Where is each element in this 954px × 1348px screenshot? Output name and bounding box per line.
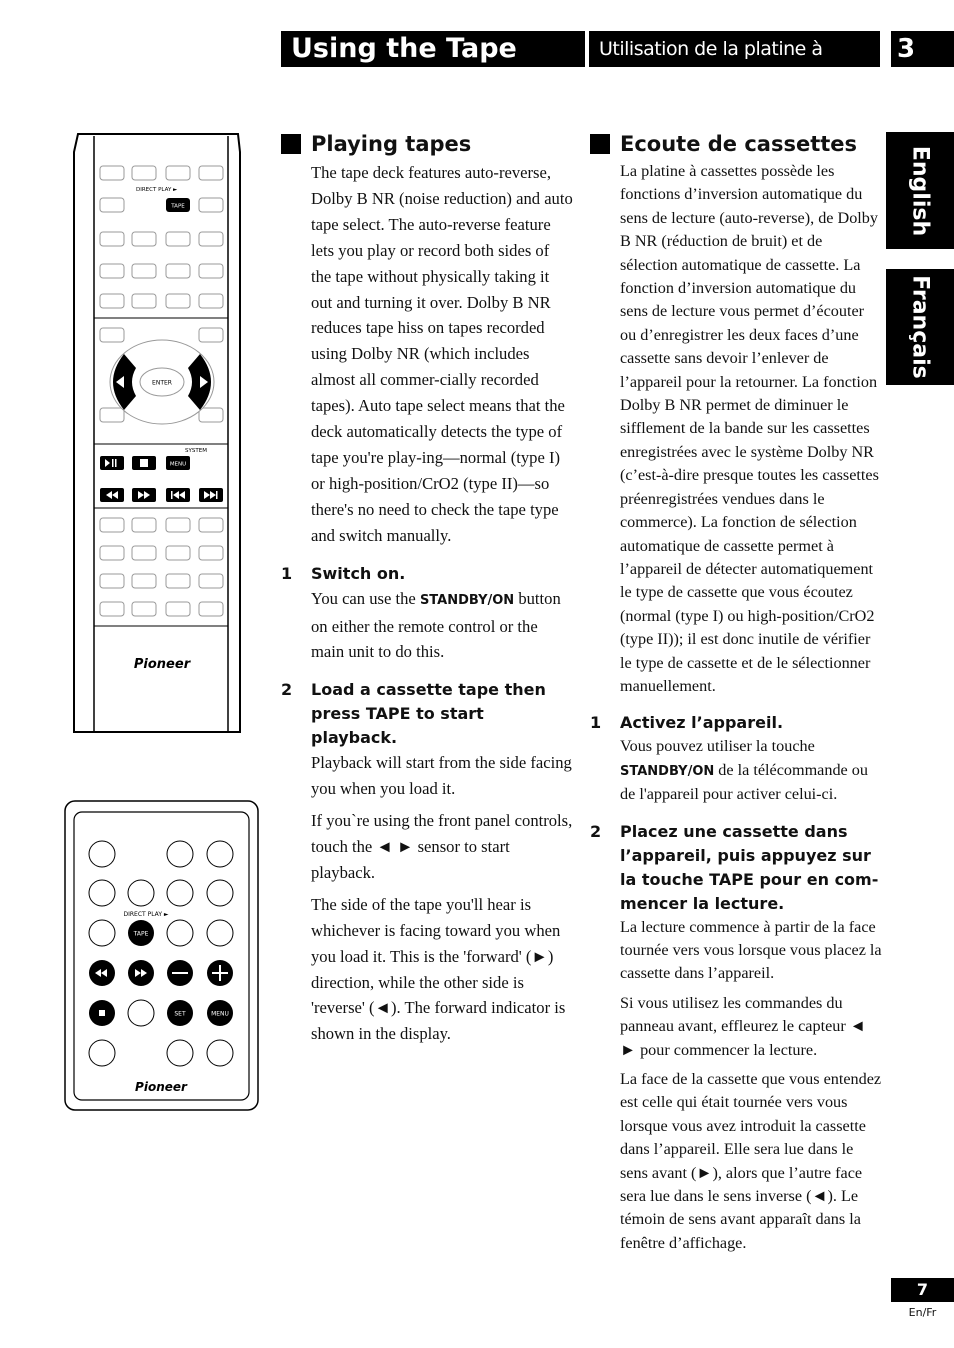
text-part: You can use the: [311, 588, 420, 608]
step-1-en: [281, 562, 573, 666]
set-button-small-label: SET: [174, 1010, 186, 1018]
step-text: [620, 916, 882, 1256]
paragraph: Si vous utilisez les commandes du panneau avant, effleurez le capteur ◄ ► pour commencer la lecture.: [620, 993, 866, 1059]
step-number: 2: [590, 821, 602, 841]
standby-on-key: STANDBY/ON: [419, 592, 515, 608]
text-part: Vous pouvez utiliser la touche: [620, 737, 815, 756]
tab-english-label: English: [907, 145, 933, 236]
page-number: 7: [891, 1278, 954, 1302]
section-heading-fr: [590, 128, 882, 160]
text-part: de la télécommande ou de l'appareil pour activer celui-ci.: [620, 760, 868, 804]
step-heading: Switch on.: [311, 563, 406, 583]
heading-ecoute-cassettes: Ecoute de cassettes: [620, 132, 858, 156]
step-2-en: [281, 678, 573, 1047]
direct-play-label-small: DIRECT PLAY ►: [123, 911, 169, 918]
text-part: button on either the remote control or the main unit to do this.: [311, 588, 561, 662]
paragraph: If you`re using the front panel controls, touch the ◄ ► sensor to start playback.: [311, 811, 573, 882]
paragraph: La lecture commence à partir de la face tournée vers vous lorsque vous placez la cassette dans l’appareil.: [620, 917, 882, 983]
step-text: [620, 735, 882, 806]
step-text: [311, 750, 573, 1047]
step-2-fr: [590, 820, 882, 1256]
step-text: [311, 586, 573, 666]
system-label: SYSTEM: [185, 448, 207, 454]
step-heading: Placez une cassette dans l’appareil, puis appuyez sur la touche TAPE pour en com-mencer la lecture.: [620, 821, 879, 913]
step-number: 2: [281, 680, 293, 700]
direct-play-label: DIRECT PLAY ►: [136, 187, 178, 193]
heading-marker: [281, 134, 301, 154]
page-title-en: Using the Tape Deck: [281, 31, 585, 67]
pioneer-logo: Pioneer: [133, 657, 191, 672]
small-remote-illustration: [64, 800, 259, 1112]
step-number: 1: [590, 713, 602, 733]
menu-button-label: MENU: [169, 461, 187, 468]
section-heading-en: [281, 128, 573, 160]
page-language-code: En/Fr: [908, 1306, 937, 1319]
tab-english: [886, 132, 954, 249]
step-heading: Load a cassette tape then press TAPE to start playback.: [311, 680, 546, 748]
paragraph: The side of the tape you'll hear is whichever is facing toward you when you load it. This is the 'forward' (►) direction, while the other side is 'reverse' (◄). The forward indicator is shown in the display.: [311, 894, 566, 1044]
paragraph: Playback will start from the side facing you when you load it.: [311, 753, 572, 799]
tape-button-label: TAPE: [171, 203, 185, 210]
intro-fr: La platine à cassettes possède les fonctions d’inversion automatique du sens de lecture (auto-reverse), de Dolby B NR (réduction de bruit) et de sélection automatique de cassette. La fonction d’inversion automatique du sens de lecture vous permet d’écouter ou d’enregistrer les deux faces d’une cassette sans devoir l’enlever de l’appareil pour la retourner. La fonction Dolby B NR permet de diminuer le sifflement de la bande sur les cassettes enregistrées avec le système Dolby NR (c’est-à-dire presque toutes les cassettes préenregistrées vendues dans le commerce). La fonction de sélection automatique de cassette permet à l’appareil de détecter automatiquement le type de cassette que vous écoutez (normal (type I) ou high-position/CrO2 (type II)); il est donc inutile de vérifier le type de cassette et de le sélectionner manuellement.: [620, 162, 879, 695]
intro-en: The tape deck features auto-reverse, Dolby B NR (noise reduction) and auto tape select. The auto-reverse feature lets you play or record both sides of the tape without physically taking it out and turning it over. Dolby B NR reduces tape hiss on tapes recorded using Dolby NR (which includes almost all commer-cially recorded tapes). Auto tape select means that the deck automatically detects the type of tape you're play-ing—normal (type I) or high-position/CrO2 (type II)—so there's no need to check the tape type and switch manually.: [311, 163, 573, 545]
standby-on-key: STANDBY/ON: [620, 763, 715, 779]
pioneer-logo-small: Pioneer: [135, 1080, 187, 1094]
heading-playing-tapes: Playing tapes: [311, 132, 472, 156]
english-column: [281, 128, 573, 1047]
remote-control-illustration: [72, 132, 258, 734]
step-heading: Activez l’appareil.: [620, 713, 784, 733]
chapter-number: 3: [891, 31, 954, 67]
tab-francais-label: Français: [907, 275, 933, 379]
step-1-fr: [590, 711, 882, 806]
paragraph: La face de la cassette que vous entendez est celle qui était tournée vers vous lorsque vous avez introduit la cassette dans l’appareil. Elle sera lue dans le sens avant (►), alors que l’autre face sera lue dans le sens inverse (◄). Le témoin de sens avant apparaît dans la fenêtre d’affichage.: [620, 1070, 882, 1252]
tape-button-small-label: TAPE: [133, 930, 149, 938]
page-title-fr: Utilisation de la platine à cassettes: [589, 31, 880, 67]
tab-francais: [886, 269, 954, 385]
step-number: 1: [281, 563, 293, 583]
enter-label: ENTER: [152, 379, 172, 387]
french-column: [590, 128, 882, 1255]
heading-marker: [590, 134, 610, 154]
menu-button-small-label: MENU: [211, 1010, 229, 1018]
